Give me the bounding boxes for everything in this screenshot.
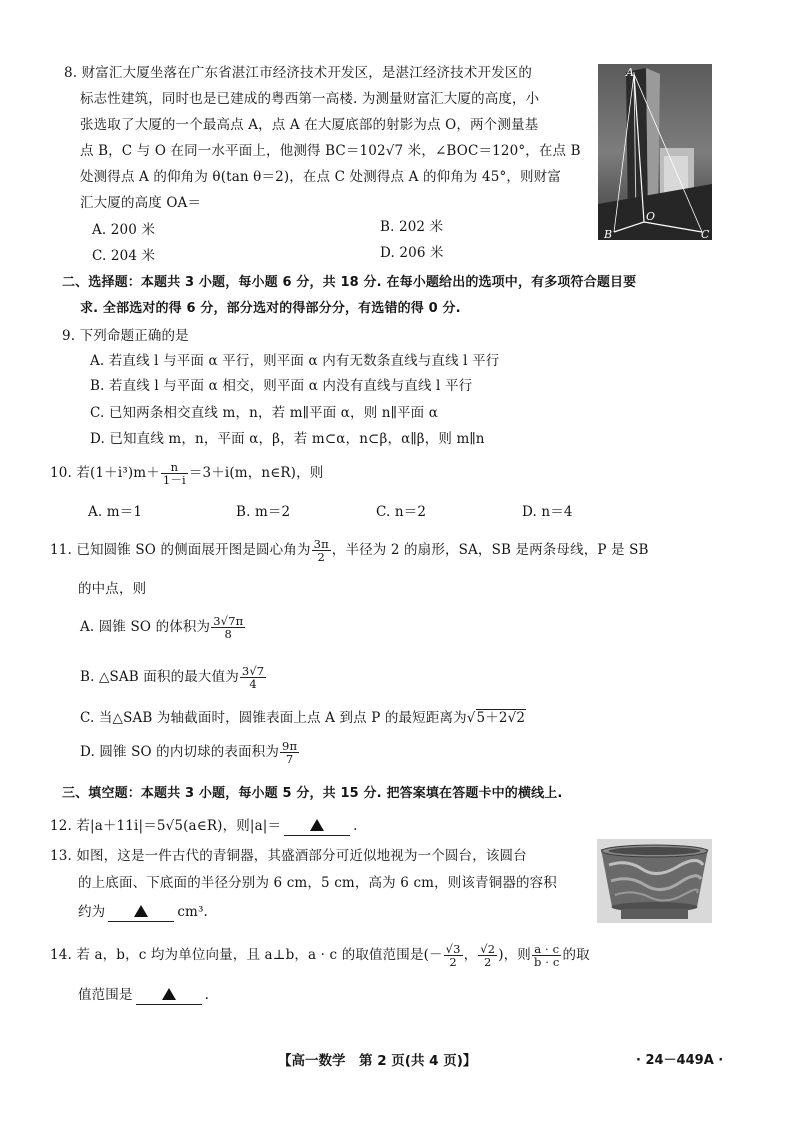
q13-line1: 13. 如图，这是一件古代的青铜器，其盛酒部分可近似地视为一个圆台，该圆台	[50, 848, 527, 864]
q11-option-c-root: √	[466, 710, 476, 726]
q11-angle-den: 2	[317, 550, 325, 564]
q14-range-close: )，则	[498, 947, 531, 963]
q9-stem: 9. 下列命题正确的是	[62, 328, 189, 344]
q14-range-low-den: 2	[449, 955, 457, 969]
photo-label-a: A	[626, 66, 634, 79]
q9-option-a: A. 若直线 l 与平面 α 平行，则平面 α 内有无数条直线与直线 l 平行	[90, 353, 500, 369]
q14-range-low-fraction	[444, 943, 463, 968]
q11-option-d-den: 7	[285, 752, 294, 766]
q11-option-c	[80, 706, 526, 730]
q14-line2-pre: 值范围是	[78, 987, 133, 1003]
q8-line4: 点 B，C 与 O 在同一水平面上，他测得 BC＝102√7 米，∠BOC＝120°，在点 B	[80, 143, 581, 159]
q11-angle-fraction	[312, 538, 331, 563]
q14-range-comma: ，	[463, 947, 478, 963]
q8-option-a: A. 200 米	[92, 222, 156, 238]
building-photo	[598, 64, 712, 240]
q10-fraction-num: n	[161, 461, 188, 474]
q11-line2: 的中点，则	[78, 581, 147, 597]
q12-stem-post: .	[353, 818, 358, 834]
exam-code: · 24－449A ·	[636, 1053, 724, 1068]
q11-stem-post: ，半径为 2 的扇形，SA，SB 是两条母线，P 是 SB	[331, 542, 649, 558]
q14-range-high-den: 2	[484, 955, 492, 969]
section2-heading-line1: 二、选择题：本题共 3 小题，每小题 6 分，共 18 分. 在每小题给出的选项中，有多项符合题目要	[62, 275, 637, 290]
q14-ratio-num: a · c	[532, 943, 562, 956]
q14-stem	[50, 938, 590, 972]
q14-range-low-num: √3	[445, 942, 461, 956]
q13-line3-post: cm³.	[177, 904, 208, 920]
q10-fraction	[161, 461, 188, 486]
q11-option-c-radicand: 5＋2√2	[476, 710, 526, 726]
q14-stem-pre: 14. 若 a，b，c 均为单位向量，且 a⊥b，a · c 的取值范围是(－	[50, 947, 443, 963]
photo-label-c: C	[701, 228, 710, 240]
q11-option-a-den: 8	[224, 627, 232, 641]
q8-option-b: B. 202 米	[380, 219, 444, 235]
q14-ratio-den: b · c	[533, 955, 560, 969]
q11-option-a-num: 3√7π	[213, 614, 244, 628]
q14-answer-blank[interactable]	[136, 988, 202, 1005]
page-footer: 【高一数学 第 2 页(共 4 页)】	[278, 1053, 477, 1069]
q8-line1: 8. 财富汇大厦坐落在广东省湛江市经济技术开发区，是湛江经济技术开发区的	[64, 65, 533, 81]
q10-option-c: C. n＝2	[376, 504, 427, 520]
q8-option-d: D. 206 米	[380, 245, 444, 261]
q9-option-b: B. 若直线 l 与平面 α 相交，则平面 α 内没有直线与直线 l 平行	[90, 378, 473, 394]
photo-label-b: B	[604, 228, 613, 240]
q10-option-d: D. n＝4	[522, 504, 573, 520]
q8-option-c: C. 204 米	[92, 248, 156, 264]
q12-answer-blank[interactable]	[284, 819, 350, 836]
q11-option-d	[80, 738, 300, 766]
q11-option-b-text: B. △SAB 面积的最大值为	[80, 669, 239, 685]
q11-option-b-den: 4	[249, 677, 257, 691]
bronze-vessel-photo	[597, 839, 712, 923]
q11-option-a-text: A. 圆锥 SO 的体积为	[80, 619, 211, 635]
q13-line3	[78, 903, 208, 922]
q13-line2: 的上底面、下底面的半径分别为 6 cm，5 cm，高为 6 cm，则该青铜器的容积	[78, 875, 557, 891]
q14-line2	[78, 986, 209, 1005]
q14-line2-post: .	[204, 987, 210, 1003]
q14-ratio-fraction	[532, 943, 562, 968]
triangle-icon	[310, 819, 324, 831]
q11-option-c-text: C. 当△SAB 为轴截面时，圆锥表面上点 A 到点 P 的最短距离为	[80, 710, 467, 726]
q11-option-a	[80, 613, 246, 641]
q10-fraction-den: 1－i	[162, 473, 186, 487]
q12-stem	[50, 817, 358, 836]
q13-answer-blank[interactable]	[108, 905, 174, 922]
q9-option-c: C. 已知两条相交直线 m，n，若 m∥平面 α，则 n∥平面 α	[90, 405, 439, 421]
q14-range-high-fraction	[478, 943, 497, 968]
section2-heading-line2: 求. 全部选对的得 6 分，部分选对的得部分分，有选错的得 0 分.	[80, 301, 461, 316]
photo-label-o: O	[646, 210, 656, 223]
q11-option-d-text: D. 圆锥 SO 的内切球的表面积为	[80, 744, 280, 760]
q8-line6: 汇大厦的高度 OA＝	[80, 195, 202, 211]
q10-stem	[50, 460, 323, 486]
triangle-icon	[162, 988, 176, 1000]
q10-stem-pre: 10. 若(1＋i³)m＋	[50, 465, 160, 481]
q11-option-b-num: 3√7	[241, 664, 265, 678]
q11-stem-pre: 11. 已知圆锥 SO 的侧面展开图是圆心角为	[50, 542, 311, 558]
q11-option-d-num: 9π	[282, 739, 298, 753]
q11-option-b	[80, 663, 267, 691]
q8-line2: 标志性建筑，同时也是已建成的粤西第一高楼. 为测量财富汇大厦的高度，小	[80, 91, 540, 107]
q11-option-d-fraction	[280, 740, 299, 765]
q10-stem-post: ＝3＋i(m，n∈R)，则	[188, 465, 324, 481]
q10-option-b: B. m＝2	[236, 504, 291, 520]
q14-range-high-num: √2	[480, 942, 496, 956]
q11-angle-num: 3π	[313, 537, 329, 551]
q11-stem	[50, 537, 649, 563]
q11-option-b-fraction	[240, 665, 266, 690]
q8-line3: 张选取了大厦的一个最高点 A，点 A 在大厦底部的射影为点 O，两个测量基	[80, 117, 539, 133]
section3-heading: 三、填空题：本题共 3 小题，每小题 5 分，共 15 分. 把答案填在答题卡中的横线上.	[62, 786, 563, 801]
q8-line5: 处测得点 A 的仰角为 θ(tan θ＝2)，在点 C 处测得点 A 的仰角为 45°，则财富	[80, 169, 561, 185]
q12-stem-pre: 12. 若|a＋11i|＝5√5(a∈R)，则|a|＝	[50, 818, 282, 834]
q13-line3-pre: 约为	[78, 904, 106, 920]
q11-option-a-fraction	[211, 615, 245, 640]
triangle-icon	[134, 905, 148, 917]
q14-stem-post: 的取	[562, 947, 590, 963]
q10-option-a: A. m＝1	[88, 504, 143, 520]
q9-option-d: D. 已知直线 m，n，平面 α，β，若 m⊂α，n⊂β，α∥β，则 m∥n	[90, 431, 485, 447]
